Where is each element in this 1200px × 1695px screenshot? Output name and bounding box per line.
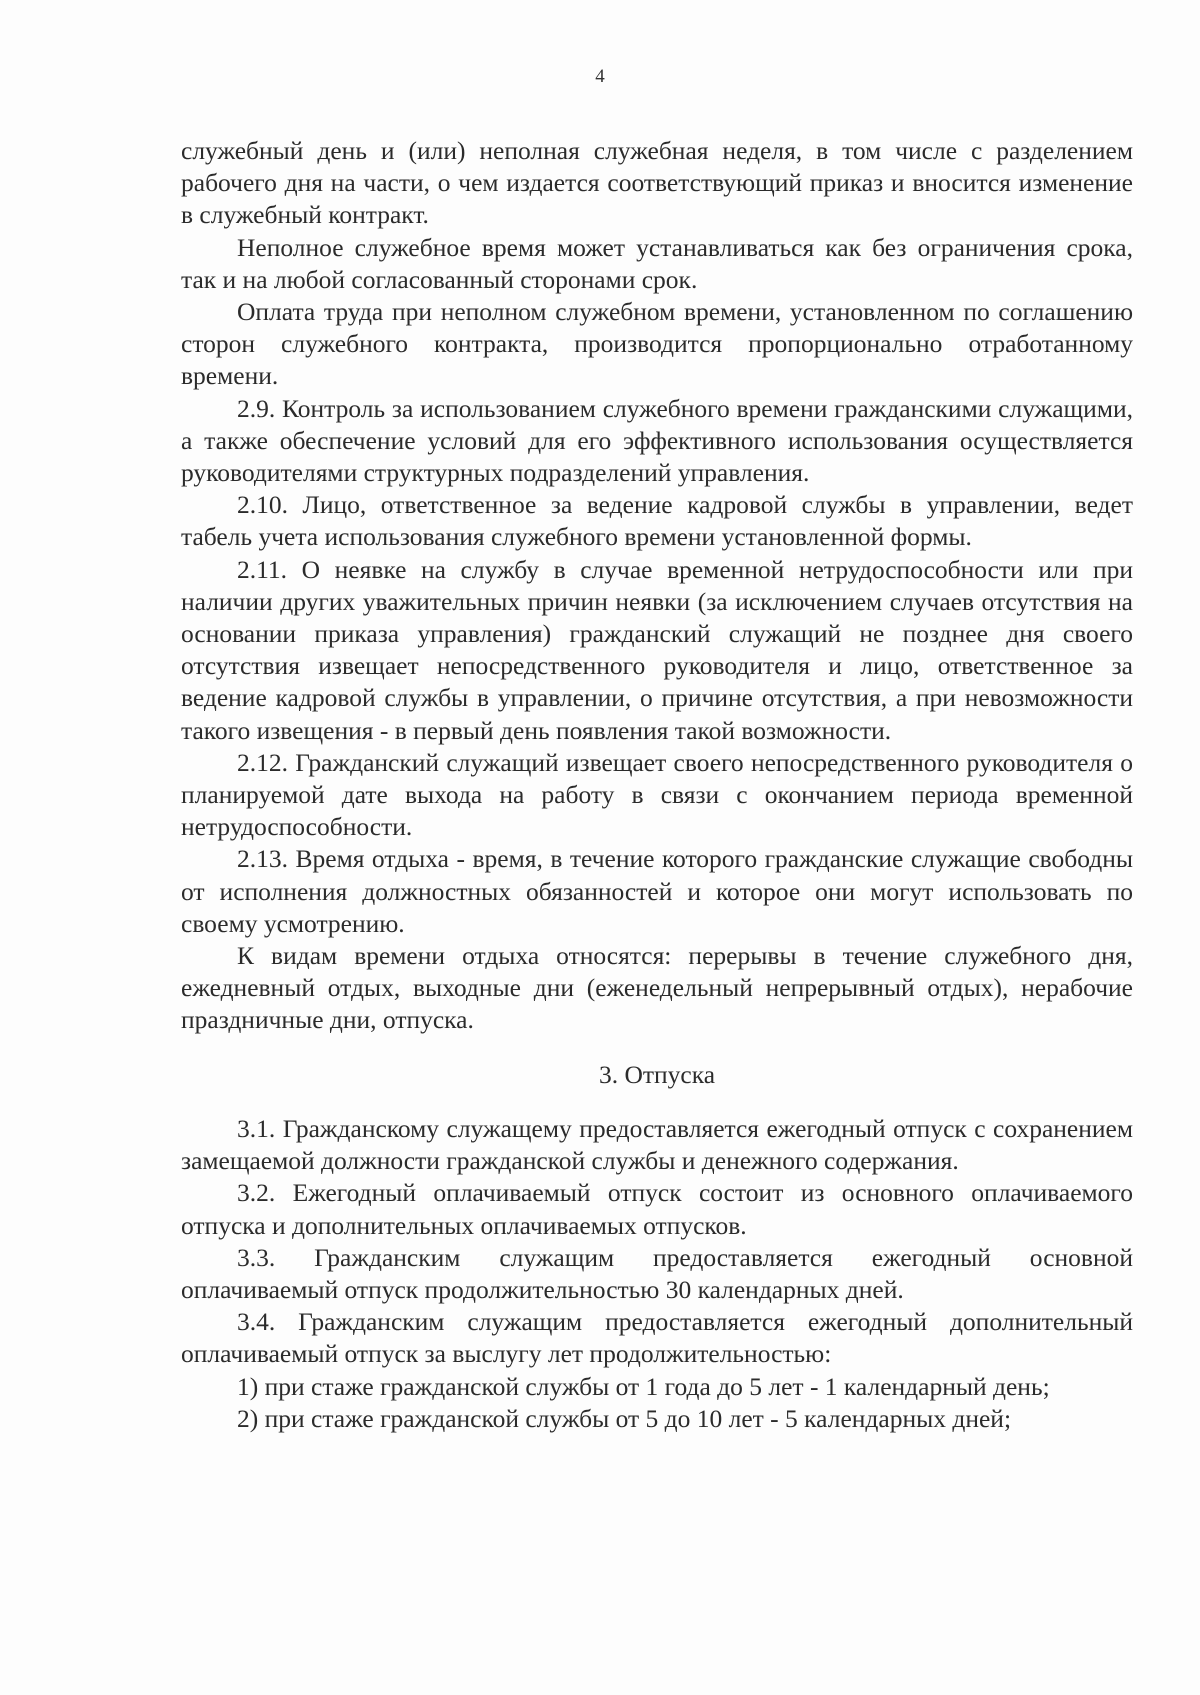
document-body	[181, 135, 1133, 1435]
section-heading: 3. Отпуска	[598, 1059, 716, 1089]
paragraph-3-2: 3.2. Ежегодный оплачиваемый отпуск состоит из основного оплачиваемого отпуска и дополнительных оплачиваемых отпусков.	[181, 1178, 1133, 1240]
paragraph-2-12: 2.12. Гражданский служащий извещает своего непосредственного руководителя о планируемой дате выхода на работу в связи с окончанием периода временной нетрудоспособности.	[181, 747, 1133, 842]
paragraph: Неполное служебное время может устанавливаться как без ограничения срока, так и на любой согласованный сторонами срок.	[181, 232, 1133, 294]
paragraph-2-13: 2.13. Время отдыха - время, в течение которого гражданские служащие свободны от исполнения должностных обязанностей и которое они могут использовать по своему усмотрению.	[181, 844, 1133, 938]
list-item: 2) при стаже гражданской службы от 5 до 10 лет - 5 календарных дней;	[237, 1403, 1012, 1433]
paragraph: Оплата труда при неполном служебном времени, установленном по соглашению сторон служебного контракта, производится пропорционально отработанному времени.	[181, 297, 1133, 391]
page-number: 4	[595, 66, 605, 87]
paragraph-2-9: 2.9. Контроль за использованием служебного времени гражданскими служащими, а также обеспечение условий для его эффективного использования осуществляется руководителями структурных подразделений управления.	[181, 393, 1133, 488]
paragraph-3-3: 3.3. Гражданским служащим предоставляется ежегодный основной оплачиваемый отпуск продолжительностью 30 календарных дней.	[181, 1242, 1133, 1304]
paragraph-3-1: 3.1. Гражданскому служащему предоставляется ежегодный отпуск с сохранением замещаемой должности гражданской службы и денежного содержания.	[181, 1113, 1133, 1176]
paragraph: К видам времени отдыха относятся: перерывы в течение служебного дня, ежедневный отдых, выходные дни (еженедельный непрерывный отдых), нерабочие праздничные дни, отпуска.	[181, 941, 1133, 1035]
paragraph-3-4: 3.4. Гражданским служащим предоставляется ежегодный дополнительный оплачиваемый отпуск за выслугу лет продолжительностью:	[181, 1307, 1133, 1369]
paragraph: служебный день и (или) неполная служебная неделя, в том числе с разделением рабочего дня на части, о чем издается соответствующий приказ и вносится изменение в служебный контракт.	[181, 136, 1133, 230]
paragraph-2-10: 2.10. Лицо, ответственное за ведение кадровой службы в управлении, ведет табель учета использования служебного времени установленной формы.	[181, 490, 1133, 552]
list-item: 1) при стаже гражданской службы от 1 года до 5 лет - 1 календарный день;	[237, 1371, 1050, 1401]
paragraph-2-11: 2.11. О неявке на службу в случае временной нетрудоспособности или при наличии других уважительных причин неявки (за исключением случаев отсутствия на основании приказа управления) гражданский служащий не позднее дня своего отсутствия извещает непосредственного руководителя и лицо, ответственное за ведение кадровой службы в управлении, о причине отсутствия, а при невозможности такого извещения - в первый день появления такой возможности.	[181, 554, 1133, 745]
